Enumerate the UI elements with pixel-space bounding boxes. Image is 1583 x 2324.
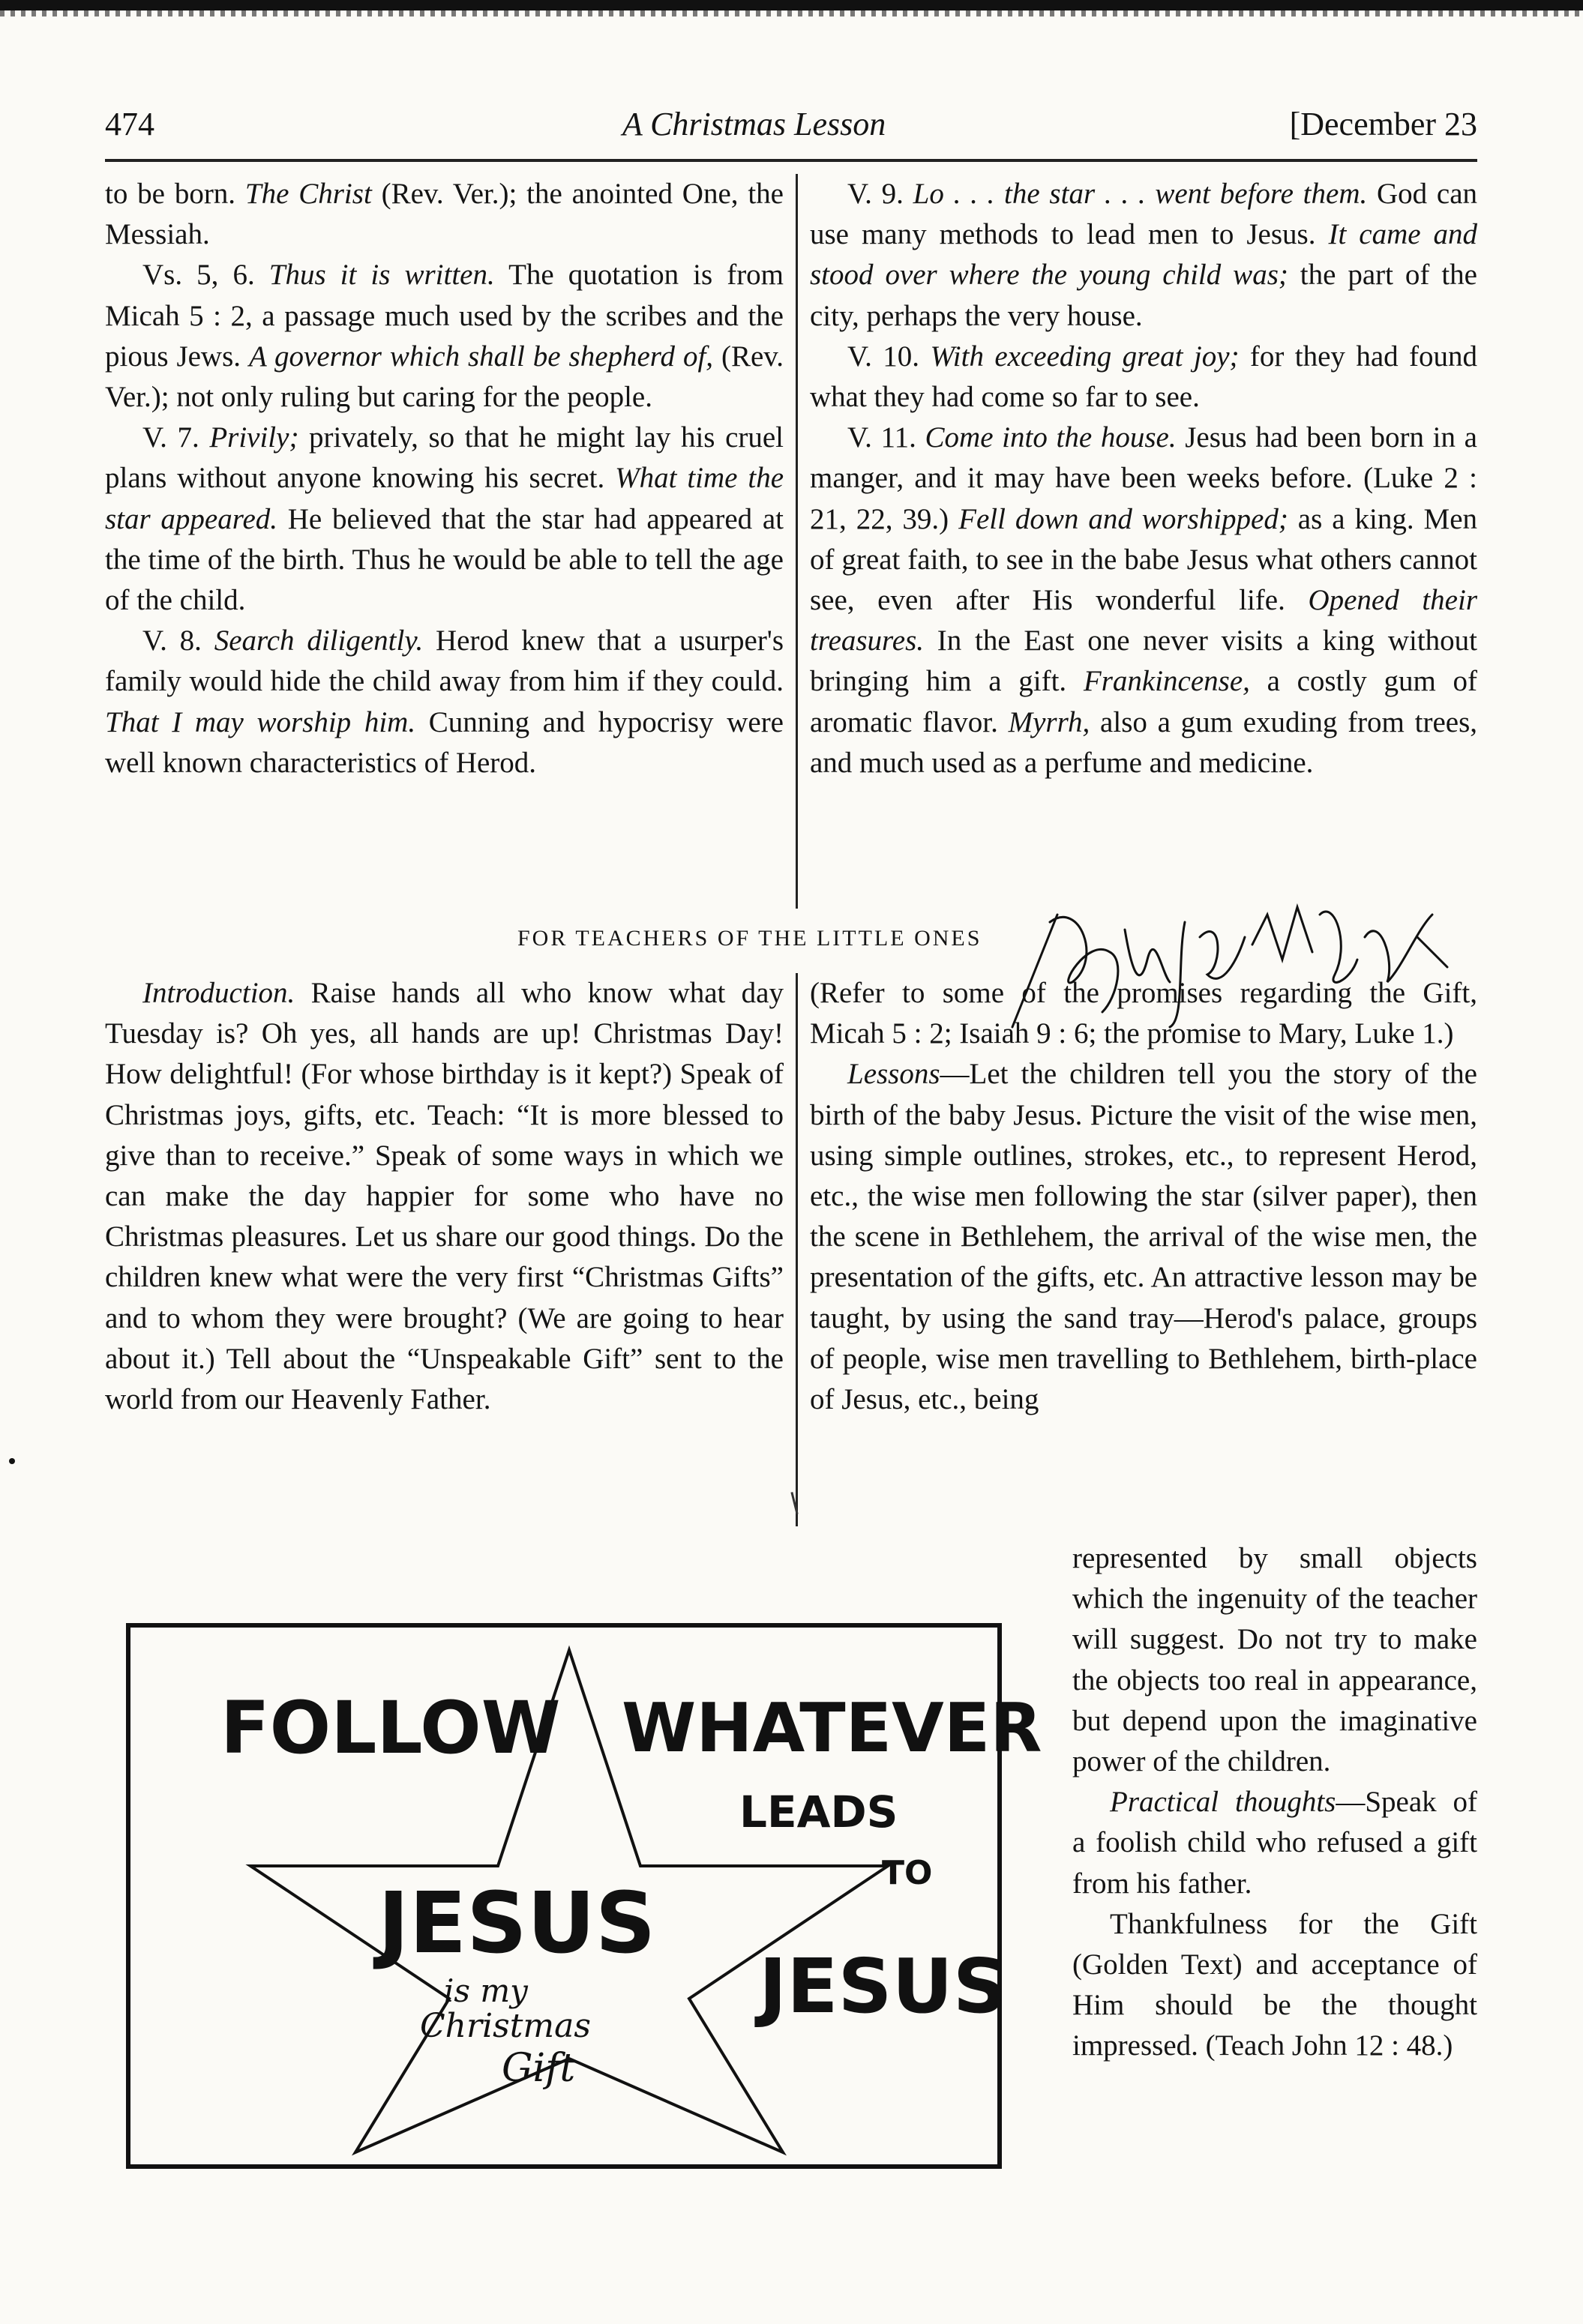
column-left-top	[105, 174, 784, 783]
illustration-word-christmas: Christmas	[420, 2007, 591, 2045]
column-right-top	[810, 174, 1477, 783]
illustration-word-whatever: WHATEVER	[622, 1689, 1042, 1768]
section-heading: FOR TEACHERS OF THE LITTLE ONES	[517, 926, 982, 951]
illustration-word-follow: FOLLOW	[220, 1686, 561, 1770]
page-number: 474	[105, 106, 154, 142]
paragraph: Vs. 5, 6. Thus it is written. The quotation is from Micah 5 : 2, a passage much used by the scribes and the pious Jews. A governor which shall be shepherd of, (Rev. Ver.); not only ruling but caring for the people.	[105, 259, 784, 414]
paragraph: V. 11. Come into the house. Jesus had been born in a manger, and it may have been weeks before. (Luke 2 : 21, 22, 39.) Fell down and worshipped; as a king. Men of great faith, to see in the babe Jesus what others cannot see, even after His wonderful life. Opened their treasures. In the East one never visits a king without bringing him a gift. Frankincense, a costly gum of aromatic flavor. Myrrh, also a gum exuding from trees, and much used as a perfume and medicine.	[810, 421, 1478, 779]
column-right-bottom	[810, 973, 1477, 1420]
margin-dot	[9, 1458, 15, 1464]
column-left-bottom	[105, 973, 784, 1420]
paragraph: (Refer to some of the promises regarding the Gift, Micah 5 : 2; Isaiah 9 : 6; the promise to Mary, Luke 1.)	[810, 977, 1477, 1050]
paragraph: Introduction. Raise hands all who know what day Tuesday is? Oh yes, all hands are up! Christmas Day! How delightful! (For whose birthday is it kept?) Speak of Christmas joys, gifts, etc. Teach: “It is more blessed to give than to receive.” Speak of some ways in which we can make the day happier for some who have no Christmas pleasures. Let us share our good things. Do the children knew what were the very first “Christmas Gifts” and to whom they were brought? (We are going to hear about it.) Tell about the “Unspeakable Gift” sent to the world from our Heavenly Father.	[105, 977, 784, 1416]
paragraph: to be born. The Christ (Rev. Ver.); the anointed One, the Messiah.	[105, 178, 784, 251]
illustration-word-leads: LEADS	[739, 1786, 898, 1837]
illustration-word-jesus-left: JESUS	[378, 1875, 656, 1972]
column-sidebar-text	[1072, 1538, 1477, 2067]
illustration-word-to: TO	[882, 1854, 933, 1892]
star-illustration	[126, 1623, 1042, 2169]
paragraph: represented by small objects which the ingenuity of the teacher will suggest. Do not try to make the objects too real in appearance, but depend upon the imaginative power of the children.	[1072, 1542, 1477, 1778]
illustration-word-gift: Gift	[502, 2046, 576, 2091]
paragraph: Practical thoughts—Speak of a foolish child who refused a gift from his father.	[1072, 1786, 1477, 1900]
paragraph: V. 8. Search diligently. Herod knew that a usurper's family would hide the child away from him if they could. That I may worship him. Cunning and hypocrisy were well known characteristics of Herod.	[105, 624, 784, 779]
illustration-word-jesus-right: JESUS	[759, 1942, 1007, 2030]
column-divider	[796, 973, 798, 1526]
paragraph: V. 9. Lo . . . the star . . . went before them. God can use many methods to lead men to Jesus. It came and stood over where the young child was; the part of the city, perhaps the very house.	[810, 178, 1478, 332]
page-title: A Christmas Lesson	[622, 106, 886, 142]
illustration-word-is-my: is my	[444, 1972, 528, 2009]
header-rule	[105, 159, 1477, 162]
page-date: [December 23	[1289, 106, 1477, 142]
paragraph: Lessons—Let the children tell you the story of the birth of the baby Jesus. Picture the visit of the wise men, using simple outlines, strokes, etc., to represent Herod, etc., the wise men following the star (silver paper), then the scene in Bethlehem, the arrival of the wise men, the presentation of the gifts, etc. An attractive lesson may be taught, by using the sand tray—Herod's palace, groups of people, wise men travelling to Bethlehem, birth-place of Jesus, etc., being	[810, 1058, 1477, 1416]
paragraph: V. 10. With exceeding great joy; for they had found what they had come so far to see.	[810, 340, 1478, 414]
top-edge-band	[0, 0, 1583, 10]
running-head	[105, 105, 1477, 150]
paragraph: Thankfulness for the Gift (Golden Text) and acceptance of Him should be the thought impressed. (Teach John 12 : 48.)	[1072, 1907, 1477, 2062]
paragraph: V. 7. Privily; privately, so that he might lay his cruel plans without anyone knowing his secret. What time the star appeared. He believed that the star had appeared at the time of the birth. Thus he would be able to tell the age of the child.	[105, 421, 784, 617]
top-edge-noise	[0, 10, 1583, 16]
column-divider	[796, 174, 798, 909]
